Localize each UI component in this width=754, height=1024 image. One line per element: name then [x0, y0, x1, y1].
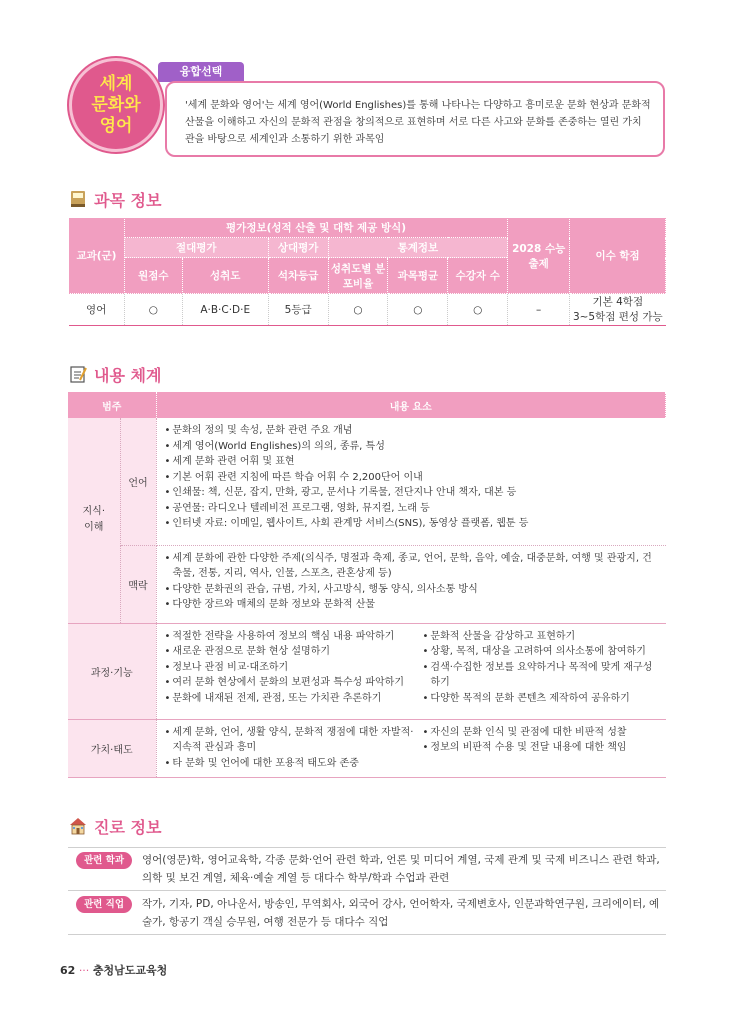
process-list-left: [165, 629, 417, 707]
cell-dist: ○: [328, 294, 388, 326]
process-list-right: [423, 629, 658, 707]
subject-title-circle: [69, 58, 163, 152]
header-credit: 이수 학점: [570, 218, 666, 294]
departments-badge: 관련 학과: [76, 852, 132, 869]
cell-achievement: A·B·C·D·E: [182, 294, 268, 326]
subcategory-context: 맥락: [120, 545, 156, 623]
divider: [68, 847, 666, 848]
header-rank: 석차등급: [268, 258, 328, 294]
related-departments-row: [68, 851, 666, 887]
divider: [68, 890, 666, 891]
header-csat: 2028 수능 출제: [508, 218, 570, 294]
subject-description: '세계 문화와 영어'는 세계 영어(World Englishes)를 통해 나타나는 다양하고 흥미로운 문화 현상과 문화적 산물을 이해하고 자신의 문화적 관점을 창의적으로 표현하며 서로 다른 사고와 문화를 존중하는 열린 가치관을 바탕으로 세계인과 소통하기 위한 과목임: [185, 100, 651, 145]
list-item: • 세계 문화에 관한 다양한 주제(의식주, 명절과 축제, 종교, 언어, 문학, 음악, 예술, 대중문화, 여행 및 관광지, 건축물, 전통, 지리, 역사, 인물, 스포츠, 관혼상제 등): [165, 551, 658, 582]
page-footer: [60, 962, 167, 978]
cell-mean: ○: [388, 294, 448, 326]
subject-info-heading: [68, 187, 161, 211]
list-item: • 자신의 문화 인식 및 관점에 대한 비판적 성찰: [423, 725, 658, 741]
header-relative: 상대평가: [268, 238, 328, 258]
header-students: 수강자 수: [448, 258, 508, 294]
list-item: • 공연물: 라디오나 텔레비전 프로그램, 영화, 뮤지컬, 노래 등: [165, 501, 658, 517]
checklist-icon: [68, 364, 88, 384]
list-item: • 인터넷 자료: 이메일, 웹사이트, 사회 관계망 서비스(SNS), 동영상 플랫폼, 웹툰 등: [165, 516, 658, 532]
jobs-badge: 관련 직업: [76, 896, 132, 913]
list-item: • 세계 문화 관련 어휘 및 표현: [165, 454, 658, 470]
header-raw: 원점수: [124, 258, 182, 294]
divider: [68, 934, 666, 935]
footer-dots: ···: [78, 964, 90, 977]
list-item: • 다양한 장르와 매체의 문화 정보와 문화적 산물: [165, 597, 658, 613]
related-jobs-row: [68, 895, 666, 931]
subcategory-language: 언어: [120, 418, 156, 545]
page-number: 62: [60, 964, 76, 977]
jobs-text: 작가, 기자, PD, 아나운서, 방송인, 무역회사, 외국어 강사, 언어학자, 국제변호사, 인문과학연구원, 크리에이터, 예술가, 항공기 객실 승무원, 여행 전문가 등 대다수 직업: [142, 898, 660, 928]
subject-title: 세계 문화와 영어: [91, 73, 141, 136]
list-item: • 세계 문화, 언어, 생활 양식, 문화적 쟁점에 대한 자발적·지속적 관심과 흥미: [165, 725, 417, 756]
language-content: [156, 418, 666, 545]
list-item: • 정보의 비판적 수용 및 전달 내용에 대한 책임: [423, 740, 658, 756]
header-absolute: 절대평가: [124, 238, 268, 258]
header-stats: 통계정보: [328, 238, 508, 258]
list-item: • 문화적 산물을 감상하고 표현하기: [423, 629, 658, 645]
category-process: 과정·기능: [68, 623, 156, 719]
category-badge: 융합선택: [158, 62, 244, 82]
cell-subject: 영어: [69, 294, 125, 326]
content-system-heading: [68, 362, 161, 386]
values-list-right: [423, 725, 658, 772]
section-title: 진로 정보: [94, 817, 162, 837]
book-icon: [68, 189, 88, 209]
category-knowledge: 지식· 이해: [68, 418, 120, 623]
values-list-left: [165, 725, 417, 772]
list-item: • 다양한 목적의 문화 콘텐츠 제작하여 공유하기: [423, 691, 658, 707]
section-title: 내용 체계: [94, 365, 162, 385]
list-item: • 검색·수집한 정보를 요약하거나 목적에 맞게 재구성하기: [423, 660, 658, 691]
list-item: • 새로운 관점으로 문화 현상 설명하기: [165, 644, 417, 660]
list-item: • 기본 어휘 관련 지침에 따른 학습 어휘 수 2,200단어 이내: [165, 470, 658, 486]
list-item: • 다양한 문화권의 관습, 규범, 가치, 사고방식, 행동 양식, 의사소통 방식: [165, 582, 658, 598]
process-content: [156, 623, 666, 719]
category-values: 가치·태도: [68, 719, 156, 777]
career-heading: [68, 814, 161, 838]
list-item: • 타 문화 및 언어에 대한 포용적 태도와 존중: [165, 756, 417, 772]
list-item: • 문화에 내재된 전제, 관점, 또는 가치관 추론하기: [165, 691, 417, 707]
header-mean: 과목평균: [388, 258, 448, 294]
content-system-table: [68, 392, 666, 778]
cell-csat: –: [508, 294, 570, 326]
context-list: [165, 551, 658, 613]
list-item: • 상황, 목적, 대상을 고려하여 의사소통에 참여하기: [423, 644, 658, 660]
departments-text: 영어(영문)학, 영어교육학, 각종 문화·언어 관련 학과, 언론 및 미디어 계열, 국제 관계 및 국제 비즈니스 관련 학과, 의학 및 보건 계열, 체육·예술 계열 등 대다수 학부/학과 수업과 관련: [142, 854, 660, 884]
subject-info-table: [68, 217, 666, 326]
header-category: 범주: [68, 392, 156, 418]
description-box: [165, 81, 665, 157]
school-icon: [68, 816, 88, 836]
header-dist: 성취도별 분포비율: [328, 258, 388, 294]
cell-credit: 기본 4학점 3~5학점 편성 가능: [570, 294, 666, 326]
cell-students: ○: [448, 294, 508, 326]
header-eval: 평가정보(성적 산출 및 대학 제공 방식): [124, 218, 507, 238]
list-item: • 세계 영어(World Englishes)의 의의, 종류, 특성: [165, 439, 658, 455]
cell-rank: 5등급: [268, 294, 328, 326]
list-item: • 적절한 전략을 사용하여 정보의 핵심 내용 파악하기: [165, 629, 417, 645]
list-item: • 인쇄물: 책, 신문, 잡지, 만화, 광고, 문서나 기록물, 전단지나 안내 책자, 대본 등: [165, 485, 658, 501]
header-subject: 교과(군): [69, 218, 125, 294]
values-content: [156, 719, 666, 777]
context-content: [156, 545, 666, 623]
publisher: 충청남도교육청: [92, 964, 168, 977]
cell-raw: ○: [124, 294, 182, 326]
list-item: • 문화의 정의 및 속성, 문화 관련 주요 개념: [165, 423, 658, 439]
header-content: 내용 요소: [156, 392, 666, 418]
section-title: 과목 정보: [94, 190, 162, 210]
list-item: • 정보나 관점 비교·대조하기: [165, 660, 417, 676]
list-item: • 여러 문화 현상에서 문화의 보편성과 특수성 파악하기: [165, 675, 417, 691]
language-list: [165, 423, 658, 532]
header-achievement: 성취도: [182, 258, 268, 294]
